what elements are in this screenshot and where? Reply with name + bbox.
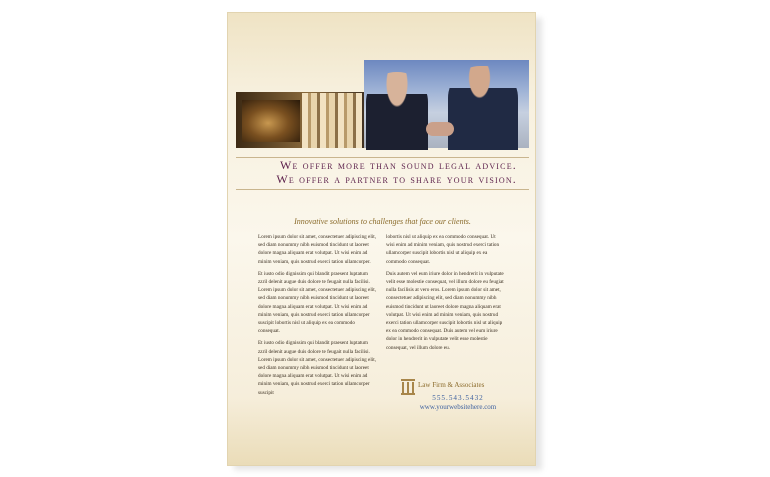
- headline-line-2: We offer a partner to share your vision.: [276, 172, 517, 186]
- flyer-page: [227, 12, 536, 466]
- pillars-photo: [302, 93, 362, 148]
- website-url[interactable]: www.yourwebsitehere.com: [419, 403, 497, 411]
- photo-banner: [236, 60, 529, 157]
- headline-line-1: We offer more than sound legal advice.: [279, 158, 517, 172]
- handshake: [426, 122, 454, 136]
- body-paragraph: lobortis nisl ut aliquip ex ea commodo consequat. Ut wisi enim ad minim veniam, quis nostrud exerci tation ullamcorper suscipit lobortis nisl ut aliquip ex ea commodo consequat.: [386, 234, 500, 265]
- body-paragraph: Duis autem vel eum iriure dolor in hendrerit in vulputate velit esse molestie consequat, vel illum dolore eu feugiat nulla facilisis at vero eros. Lorem ipsum dolor sit amet, consectetuer adipiscing elit, sed diam nonummy nibh euismod tincidunt ut laoreet dolore magna aliquam erat volutpat. Ut wisi enim ad minim veniam, quis nostrud exerci tation ullamcorper suscipit lobortis nisl ut aliquip ex ea commodo consequat. Duis autem vel eum iriure dolor in hendrerit in vulputate velit esse molestie consequat, vel illum dolore eu.: [386, 270, 504, 351]
- gavel-photo: [242, 100, 300, 142]
- firm-name: Law Firm & Associates: [418, 381, 485, 389]
- body-column-left: [258, 233, 376, 401]
- businessman-left: [366, 72, 428, 150]
- bottom-rule: [236, 189, 529, 190]
- body-column-right: [386, 233, 504, 356]
- body-paragraph: Et iusto odio dignissim qui blandit praesent luptatum zzril delenit augue duis dolore te feugait nulla facilisi. Lorem ipsum dolor sit amet, consectetuer adipiscing elit, sed diam nonummy nibh euismod tincidunt ut laoreet dolore magna aliquam erat volutpat. Ut wisi enim ad minim veniam, quis nostrud exerci tation ullamcorper suscipit: [258, 340, 376, 396]
- body-paragraph: Lorem ipsum dolor sit amet, consectetuer adipiscing elit, sed diam nonummy nibh euismod tincidunt ut laoreet dolore magna aliquam erat volutpat. Ut wisi enim ad minim veniam, quis nostrud exerci tation ullamcorper.: [258, 234, 376, 265]
- body-paragraph: Et iusto odio dignissim qui blandit praesent luptatum zzril delenit augue duis dolore te feugait nulla facilisi. Lorem ipsum dolor sit amet, consectetuer adipiscing elit, sed diam nonummy nibh euismod tincidunt ut laoreet dolore magna aliquam erat volutpat. Ut wisi enim ad minim veniam, quis nostrud exerci tation ullamcorper suscipit lobortis nisl ut aliquip ex ea commodo consequat.: [258, 270, 376, 335]
- phone-number: 555.543.5432: [432, 394, 484, 402]
- businessman-right: [448, 66, 518, 150]
- tagline: Innovative solutions to challenges that face our clients.: [294, 217, 471, 226]
- column-pillar-icon: [401, 379, 415, 395]
